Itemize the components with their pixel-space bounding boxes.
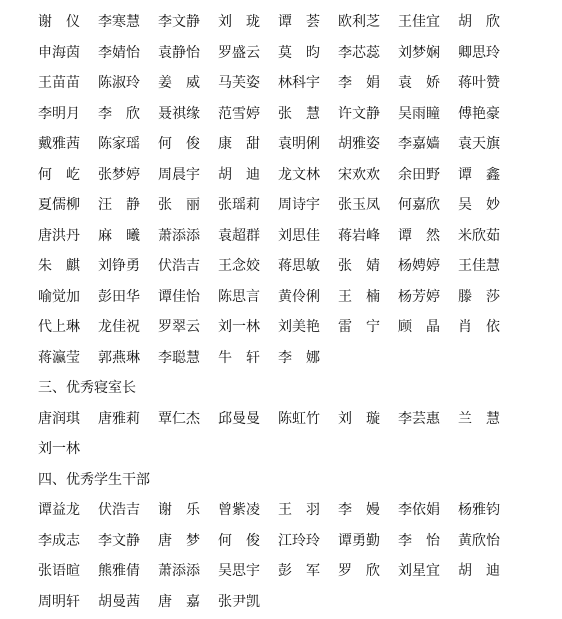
student-name: 张玉凤: [338, 197, 380, 213]
student-name: 代上琳: [38, 319, 80, 335]
student-name: 李聪慧: [158, 349, 200, 366]
student-name: 陈淑玲: [98, 75, 140, 91]
student-name: 萧添添: [158, 227, 200, 244]
student-name: 李 娜: [278, 349, 320, 366]
student-name: 张梦婷: [98, 166, 140, 183]
student-name: 胡 迪: [218, 166, 260, 183]
name-row: [38, 102, 518, 124]
student-name: 滕 莎: [458, 288, 500, 305]
student-name: 林科宇: [278, 75, 320, 91]
student-name: 彭 军: [278, 563, 320, 579]
student-name: 刘一林: [38, 441, 80, 457]
name-row: [38, 224, 518, 246]
student-name: 黄伶俐: [278, 288, 320, 305]
student-name: 欧利芝: [338, 14, 380, 30]
name-row: [38, 407, 518, 429]
student-name: 刘美艳: [278, 319, 320, 335]
student-name: 王佳慧: [458, 258, 500, 274]
student-name: 胡雅姿: [338, 136, 380, 152]
student-name: 许文静: [338, 105, 380, 122]
student-name: 胡 迪: [458, 563, 500, 579]
student-name: 萧添添: [158, 563, 200, 579]
student-name: 汪 静: [98, 197, 140, 213]
student-name: 周诗宇: [278, 197, 320, 213]
section-heading: 三、优秀寝室长: [38, 380, 136, 396]
student-name: 牛 轩: [218, 349, 260, 366]
student-name: 王苗苗: [38, 75, 80, 91]
student-name: 罗盛云: [218, 44, 260, 61]
student-name: 蒋叶赞: [458, 75, 500, 91]
student-name: 夏儒柳: [38, 197, 80, 213]
student-name: 陈虹竹: [278, 410, 320, 427]
student-name: 顾 晶: [398, 319, 440, 335]
student-name: 王 楠: [338, 288, 380, 305]
student-name: 陈思言: [218, 288, 260, 305]
student-name: 何 俊: [158, 136, 200, 152]
student-name: 兰 慧: [458, 410, 500, 427]
student-name: 杨娉婷: [398, 258, 440, 274]
student-name: 李 怡: [398, 532, 440, 549]
student-name: 谭益龙: [38, 502, 80, 518]
student-name: 张 丽: [158, 197, 200, 213]
student-name: 李文静: [98, 532, 140, 549]
student-name: 卿思玲: [458, 44, 500, 61]
student-name: 李芸惠: [398, 410, 440, 427]
student-name: 胡 欣: [458, 14, 500, 30]
name-row: [38, 254, 518, 276]
name-row: [38, 529, 518, 551]
student-name: 李 欣: [98, 105, 140, 122]
student-name: 龙佳祝: [98, 319, 140, 335]
student-name: 李寒慧: [98, 14, 140, 30]
student-name: 杨雅钧: [458, 502, 500, 518]
section-heading: 四、优秀学生干部: [38, 471, 150, 488]
student-name: 李 娟: [338, 75, 380, 91]
student-name: 何 屹: [38, 166, 80, 183]
student-name: 龙文林: [278, 166, 320, 183]
student-name: 谢 仪: [38, 14, 80, 30]
student-name: 蒋岩峰: [338, 227, 380, 244]
student-name: 王 羽: [278, 502, 320, 518]
student-name: 袁超群: [218, 227, 260, 244]
name-row: [38, 10, 518, 32]
student-name: 刘 璇: [338, 410, 380, 427]
student-name: 何 俊: [218, 532, 260, 549]
student-name: 刘思佳: [278, 227, 320, 244]
student-name: 谭 荟: [278, 14, 320, 30]
student-name: 罗 欣: [338, 563, 380, 579]
student-name: 唐 梦: [158, 532, 200, 549]
student-name: 肖 依: [458, 319, 500, 335]
student-name: 伏浩吉: [98, 502, 140, 518]
student-name: 陈家瑶: [98, 136, 140, 152]
student-name: 刘星宜: [398, 563, 440, 579]
student-name: 余田野: [398, 166, 440, 183]
name-row: [38, 132, 518, 154]
student-name: 戴雅茜: [38, 136, 80, 152]
student-name: 康 甜: [218, 136, 260, 152]
student-name: 吴思宇: [218, 563, 260, 579]
student-name: 周明轩: [38, 593, 80, 610]
student-name: 李成志: [38, 532, 80, 549]
student-name: 李芯蕊: [338, 44, 380, 61]
name-row: [38, 193, 518, 215]
student-name: 覃仁杰: [158, 410, 200, 427]
student-name: 李明月: [38, 105, 80, 122]
student-name: 彭田华: [98, 288, 140, 305]
student-name: 唐 嘉: [158, 593, 200, 610]
student-name: 袁天旗: [458, 136, 500, 152]
student-name: 袁明俐: [278, 136, 320, 152]
student-name: 黄欣怡: [458, 532, 500, 549]
student-name: 莫 昀: [278, 44, 320, 61]
student-name: 雷 宁: [338, 319, 380, 335]
student-name: 江玲玲: [278, 532, 320, 549]
name-row: [38, 559, 518, 581]
name-row: [38, 437, 98, 459]
name-row: [38, 163, 518, 185]
student-name: 李 嫚: [338, 502, 380, 518]
name-row: [38, 346, 338, 368]
student-name: 唐洪丹: [38, 227, 80, 244]
student-name: 谭 然: [398, 227, 440, 244]
student-name: 申海茵: [38, 44, 80, 61]
student-name: 张瑶莉: [218, 197, 260, 213]
student-name: 刘铮勇: [98, 258, 140, 274]
student-name: 曾紫凌: [218, 502, 260, 518]
name-row: [38, 71, 518, 93]
student-name: 姜 威: [158, 75, 200, 91]
student-name: 谭勇勤: [338, 532, 380, 549]
student-name: 马芙姿: [218, 75, 260, 91]
name-row: [38, 498, 518, 520]
student-name: 周晨宇: [158, 166, 200, 183]
student-name: 伏浩吉: [158, 258, 200, 274]
student-name: 蒋思敏: [278, 258, 320, 274]
student-name: 吴 妙: [458, 197, 500, 213]
student-name: 王佳宜: [398, 14, 440, 30]
student-name: 邱曼曼: [218, 410, 260, 427]
student-name: 张 婧: [338, 258, 380, 274]
name-row: [38, 41, 518, 63]
student-name: 米欣茹: [458, 227, 500, 244]
student-name: 谭佳怡: [158, 288, 200, 305]
student-name: 袁静怡: [158, 44, 200, 61]
student-name: 蒋瀛莹: [38, 349, 80, 366]
student-name: 麻 曦: [98, 227, 140, 244]
student-name: 杨芳婷: [398, 288, 440, 305]
name-row: [38, 590, 278, 612]
student-name: 范雪婷: [218, 105, 260, 122]
student-name: 何嘉欣: [398, 197, 440, 213]
student-name: 罗翠云: [158, 319, 200, 335]
student-name: 谭 鑫: [458, 166, 500, 183]
student-name: 唐雅莉: [98, 410, 140, 427]
student-name: 熊雅倩: [98, 563, 140, 579]
student-name: 李婧怡: [98, 44, 140, 61]
student-name: 李依娟: [398, 502, 440, 518]
student-name: 刘一林: [218, 319, 260, 335]
student-name: 谢 乐: [158, 502, 200, 518]
student-name: 聂祺缘: [158, 105, 200, 122]
student-name: 李嘉嫱: [398, 136, 440, 152]
student-name: 张尹凯: [218, 593, 260, 610]
name-row: [38, 315, 518, 337]
student-name: 胡曼茜: [98, 593, 140, 610]
student-name: 朱 麒: [38, 258, 80, 274]
student-name: 傅艳豪: [458, 105, 500, 122]
student-name: 宋欢欢: [338, 166, 380, 183]
student-name: 郭燕琳: [98, 349, 140, 366]
student-name: 张语暄: [38, 563, 80, 579]
student-name: 刘 珑: [218, 14, 260, 30]
name-row: [38, 285, 518, 307]
student-name: 唐润琪: [38, 410, 80, 427]
student-name: 刘梦娴: [398, 44, 440, 61]
student-name: 王念姣: [218, 258, 260, 274]
student-name: 张 慧: [278, 105, 320, 122]
student-name: 吴雨瞳: [398, 105, 440, 122]
student-name: 袁 娇: [398, 75, 440, 91]
student-name: 喻觉加: [38, 288, 80, 305]
student-name: 李文静: [158, 14, 200, 30]
